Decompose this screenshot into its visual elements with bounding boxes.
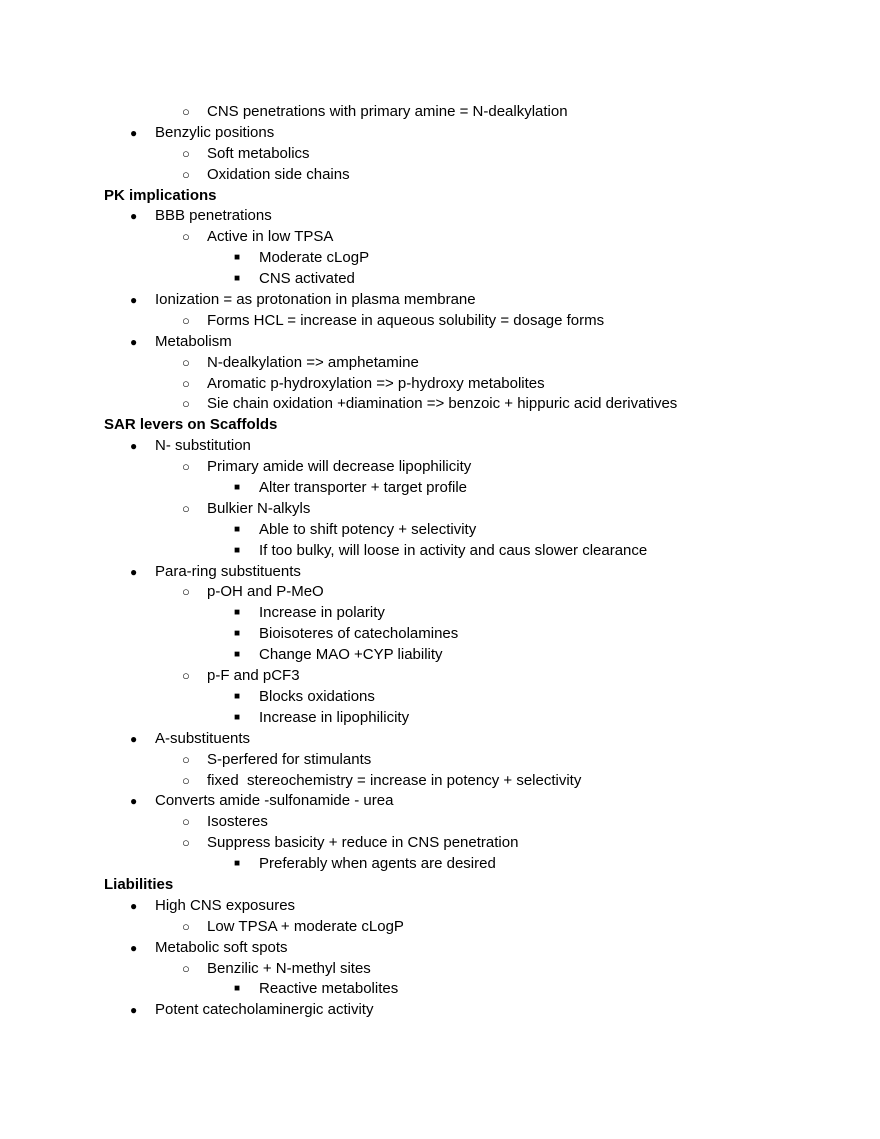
list-item	[0, 1000, 880, 1021]
list-item-text: CNS penetrations with primary amine = N-dealkylation	[207, 103, 568, 120]
list-item-text: Able to shift potency + selectivity	[259, 520, 477, 538]
list-item-text: Bulkier N-alkyls	[207, 499, 311, 517]
list-item	[0, 938, 880, 959]
list-item-text: fixed stereochemistry = increase in potency + selectivity	[207, 771, 582, 789]
list-item-text: Suppress basicity + reduce in CNS penetration	[207, 834, 519, 852]
filled-circle-bullet-icon: ●	[130, 794, 138, 809]
square-bullet-icon: ■	[234, 523, 241, 535]
list-item	[0, 269, 880, 290]
list-item-text: Benzilic + N-methyl sites	[207, 959, 371, 977]
hollow-circle-bullet-icon: ○	[182, 500, 190, 516]
hollow-circle-bullet-icon: ○	[182, 459, 190, 475]
hollow-circle-bullet-icon: ○	[182, 772, 190, 788]
list-item	[0, 144, 880, 165]
filled-circle-bullet-icon: ●	[130, 334, 138, 349]
list-item-text: Oxidation side chains	[207, 165, 350, 183]
list-item	[0, 123, 880, 144]
hollow-circle-bullet-icon: ○	[182, 396, 190, 412]
list-item	[0, 165, 880, 186]
list-item	[0, 394, 880, 415]
list-item	[0, 520, 880, 541]
list-item-text: Converts amide -sulfonamide - urea	[155, 792, 394, 810]
list-item-text: Increase in lipophilicity	[259, 708, 410, 726]
filled-circle-bullet-icon: ●	[130, 898, 138, 913]
list-item	[0, 750, 880, 771]
list-item-text: Benzylic positions	[155, 123, 275, 141]
filled-circle-bullet-icon: ●	[130, 439, 138, 454]
square-bullet-icon: ■	[234, 983, 241, 995]
section-heading: SAR levers on Scaffolds	[104, 416, 278, 434]
list-item	[0, 854, 880, 875]
list-item	[0, 645, 880, 666]
filled-circle-bullet-icon: ●	[130, 564, 138, 579]
list-item	[0, 896, 880, 917]
hollow-circle-bullet-icon: ○	[182, 312, 190, 328]
list-item-text: Reactive metabolites	[259, 980, 399, 998]
list-item	[0, 603, 880, 624]
list-item	[0, 729, 880, 750]
list-item	[0, 771, 880, 792]
list-item-text: Increase in polarity	[259, 604, 385, 622]
list-item	[0, 102, 880, 123]
list-item-text: Sie chain oxidation +diamination => benzoic + hippuric acid derivatives	[207, 395, 678, 413]
list-item	[0, 499, 880, 520]
list-item-text: p-OH and P-MeO	[207, 583, 324, 601]
list-item	[0, 374, 880, 395]
list-item-text: Para-ring substituents	[155, 562, 301, 580]
list-item-text: Metabolic soft spots	[155, 938, 288, 956]
list-item	[0, 290, 880, 311]
list-item	[0, 666, 880, 687]
list-item-text: Ionization = as protonation in plasma membrane	[155, 291, 476, 309]
list-item	[0, 917, 880, 938]
list-item	[0, 833, 880, 854]
list-item-text: Forms HCL = increase in aqueous solubility = dosage forms	[207, 311, 605, 329]
list-item-text: S-perfered for stimulants	[207, 750, 372, 768]
list-item-text: Preferably when agents are desired	[259, 855, 496, 873]
list-item-text: Isosteres	[207, 813, 268, 831]
filled-circle-bullet-icon: ●	[130, 125, 138, 140]
hollow-circle-bullet-icon: ○	[182, 354, 190, 370]
list-item-text: Alter transporter + target profile	[259, 479, 468, 497]
list-item-text: Low TPSA + moderate cLogP	[207, 917, 404, 935]
square-bullet-icon: ■	[234, 858, 241, 870]
square-bullet-icon: ■	[234, 544, 241, 556]
filled-circle-bullet-icon: ●	[130, 209, 138, 224]
list-item	[0, 687, 880, 708]
list-item-text: Metabolism	[155, 332, 232, 350]
section-heading: Liabilities	[104, 875, 174, 893]
hollow-circle-bullet-icon: ○	[182, 145, 190, 161]
square-bullet-icon: ■	[234, 273, 241, 285]
list-item	[0, 248, 880, 269]
list-item	[0, 332, 880, 353]
filled-circle-bullet-icon: ●	[130, 1003, 138, 1018]
list-item	[0, 436, 880, 457]
list-item-text: Aromatic p-hydroxylation => p-hydroxy metabolites	[207, 374, 545, 392]
list-item	[0, 979, 880, 1000]
hollow-circle-bullet-icon: ○	[182, 166, 190, 182]
list-item	[0, 227, 880, 248]
hollow-circle-bullet-icon: ○	[182, 668, 190, 684]
list-item-text: Potent catecholaminergic activity	[155, 1001, 374, 1019]
square-bullet-icon: ■	[234, 628, 241, 640]
list-item	[0, 353, 880, 374]
list-item	[0, 582, 880, 603]
list-item-text: A-substituents	[155, 729, 251, 747]
hollow-circle-bullet-icon: ○	[182, 104, 190, 119]
list-item-text: N-dealkylation => amphetamine	[207, 353, 419, 371]
list-item	[0, 959, 880, 980]
filled-circle-bullet-icon: ●	[130, 940, 138, 955]
filled-circle-bullet-icon: ●	[130, 293, 138, 308]
list-item	[0, 311, 880, 332]
square-bullet-icon: ■	[234, 711, 241, 723]
square-bullet-icon: ■	[234, 252, 241, 264]
list-item	[0, 708, 880, 729]
hollow-circle-bullet-icon: ○	[182, 584, 190, 600]
list-item-text: Moderate cLogP	[259, 249, 370, 267]
document-body	[0, 102, 880, 1021]
hollow-circle-bullet-icon: ○	[182, 918, 190, 934]
list-item-text: Blocks oxidations	[259, 687, 375, 705]
hollow-circle-bullet-icon: ○	[182, 960, 190, 976]
list-item	[0, 478, 880, 499]
list-item-text: Active in low TPSA	[207, 228, 334, 246]
square-bullet-icon: ■	[234, 690, 241, 702]
hollow-circle-bullet-icon: ○	[182, 375, 190, 391]
list-item-text: BBB penetrations	[155, 207, 272, 225]
square-bullet-icon: ■	[234, 607, 241, 619]
hollow-circle-bullet-icon: ○	[182, 814, 190, 830]
list-item-text: Change MAO +CYP liability	[259, 646, 443, 664]
list-item	[0, 791, 880, 812]
hollow-circle-bullet-icon: ○	[182, 835, 190, 851]
list-item-text: Primary amide will decrease lipophilicity	[207, 458, 472, 476]
list-item-text: N- substitution	[155, 437, 251, 455]
list-item-text: High CNS exposures	[155, 896, 296, 914]
section-heading: PK implications	[104, 186, 217, 204]
list-item	[0, 812, 880, 833]
list-item	[0, 624, 880, 645]
list-item	[0, 206, 880, 227]
list-item-text: If too bulky, will loose in activity and caus slower clearance	[259, 541, 648, 559]
list-item-text: CNS activated	[259, 270, 355, 288]
hollow-circle-bullet-icon: ○	[182, 751, 190, 767]
filled-circle-bullet-icon: ●	[130, 731, 138, 746]
list-item	[0, 457, 880, 478]
list-item	[0, 562, 880, 583]
list-item-text: p-F and pCF3	[207, 667, 300, 685]
list-item	[0, 541, 880, 562]
list-item-text: Soft metabolics	[207, 144, 310, 162]
square-bullet-icon: ■	[234, 649, 241, 661]
square-bullet-icon: ■	[234, 482, 241, 494]
hollow-circle-bullet-icon: ○	[182, 229, 190, 245]
list-item-text: Bioisoteres of catecholamines	[259, 625, 459, 643]
